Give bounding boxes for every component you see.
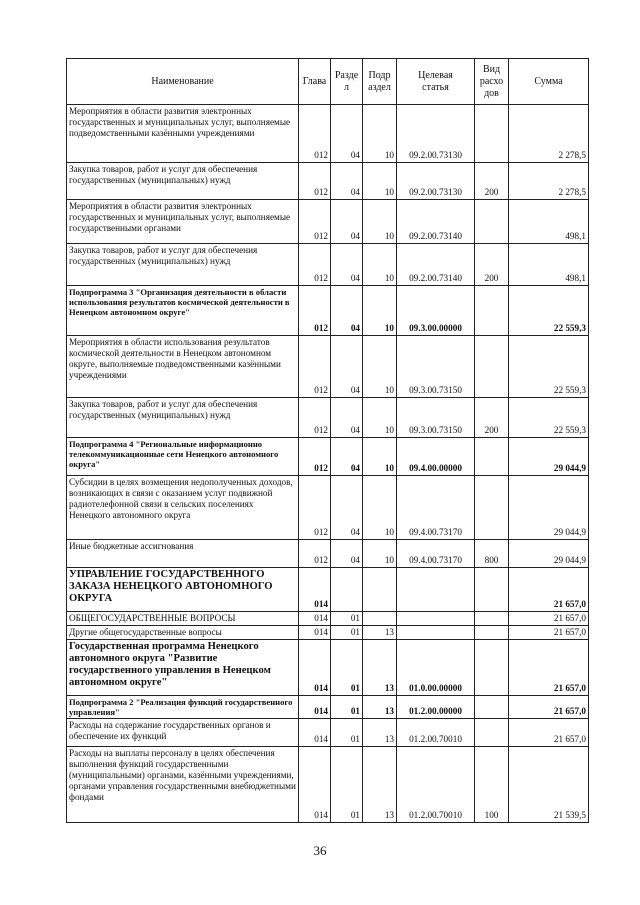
- cell-vid: [475, 612, 509, 626]
- header-glava: Глава: [299, 59, 331, 105]
- cell-statya: [397, 568, 475, 612]
- cell-vid: 800: [475, 540, 509, 568]
- cell-glava: 012: [299, 244, 331, 286]
- cell-razdel: 01: [331, 696, 363, 719]
- cell-glava: 012: [299, 438, 331, 476]
- cell-razdel: 01: [331, 612, 363, 626]
- cell-razdel: 04: [331, 540, 363, 568]
- cell-podrazdel: 13: [363, 626, 397, 640]
- cell-razdel: 01: [331, 640, 363, 696]
- cell-name: Подпрограмма 3 "Организация деятельности в области использования результатов космической деятельности в Ненецком автономном округе": [67, 286, 299, 336]
- cell-summa: 21 539,5: [509, 747, 589, 823]
- cell-name: Подпрограмма 4 "Региональные информационно телекоммуникационные сети Ненецкого автономного округа": [67, 438, 299, 476]
- cell-glava: 012: [299, 200, 331, 244]
- table-row: [67, 105, 589, 163]
- table-row: [67, 336, 589, 398]
- cell-summa: 21 657,0: [509, 640, 589, 696]
- header-statya: Целевая статья: [397, 59, 475, 105]
- cell-razdel: 04: [331, 398, 363, 438]
- table-row: [67, 163, 589, 200]
- cell-name: Расходы на выплаты персоналу в целях обеспечения выполнения функций государственными (муниципальными) органами, казёнными учреждениями, органами управления государственными внебюджетными фондами: [67, 747, 299, 823]
- cell-razdel: 04: [331, 244, 363, 286]
- cell-name: УПРАВЛЕНИЕ ГОСУДАРСТВЕННОГО ЗАКАЗА НЕНЕЦКОГО АВТОНОМНОГО ОКРУГА: [67, 568, 299, 612]
- cell-name: Другие общегосударственные вопросы: [67, 626, 299, 640]
- cell-summa: 21 657,0: [509, 696, 589, 719]
- cell-statya: 09.2.00.73130: [397, 163, 475, 200]
- cell-summa: 2 278,5: [509, 105, 589, 163]
- cell-razdel: 01: [331, 626, 363, 640]
- cell-statya: 09.3.00.73150: [397, 398, 475, 438]
- cell-summa: 22 559,3: [509, 286, 589, 336]
- cell-statya: 01.2.00.70010: [397, 719, 475, 747]
- cell-razdel: 04: [331, 105, 363, 163]
- table-header-row: [67, 59, 589, 105]
- cell-podrazdel: 10: [363, 476, 397, 540]
- header-vid: Вид расхо дов: [475, 59, 509, 105]
- cell-podrazdel: [363, 568, 397, 612]
- cell-name: Мероприятия в области развития электронных государственных и муниципальных услуг, выполняемые государственными органами: [67, 200, 299, 244]
- table-row: [67, 398, 589, 438]
- cell-vid: 200: [475, 244, 509, 286]
- cell-vid: [475, 438, 509, 476]
- cell-razdel: [331, 568, 363, 612]
- cell-summa: 22 559,3: [509, 398, 589, 438]
- cell-statya: 09.2.00.73140: [397, 244, 475, 286]
- cell-statya: 09.4.00.00000: [397, 438, 475, 476]
- cell-glava: 014: [299, 626, 331, 640]
- cell-summa: 29 044,9: [509, 540, 589, 568]
- cell-statya: 09.2.00.73130: [397, 105, 475, 163]
- cell-vid: [475, 286, 509, 336]
- cell-glava: 014: [299, 719, 331, 747]
- cell-vid: [475, 476, 509, 540]
- cell-statya: 09.3.00.00000: [397, 286, 475, 336]
- cell-name: Закупка товаров, работ и услуг для обеспечения государственных (муниципальных) нужд: [67, 398, 299, 438]
- cell-summa: 21 657,0: [509, 568, 589, 612]
- cell-glava: 014: [299, 640, 331, 696]
- cell-razdel: 01: [331, 747, 363, 823]
- cell-summa: 21 657,0: [509, 612, 589, 626]
- cell-summa: 29 044,9: [509, 476, 589, 540]
- table-body: [67, 105, 589, 823]
- cell-podrazdel: 10: [363, 286, 397, 336]
- table-row: [67, 696, 589, 719]
- cell-statya: 01.0.00.00000: [397, 640, 475, 696]
- cell-statya: 09.2.00.73140: [397, 200, 475, 244]
- cell-summa: 21 657,0: [509, 626, 589, 640]
- cell-podrazdel: 10: [363, 105, 397, 163]
- table-row: [67, 612, 589, 626]
- cell-podrazdel: 10: [363, 540, 397, 568]
- cell-glava: 014: [299, 747, 331, 823]
- cell-razdel: 01: [331, 719, 363, 747]
- cell-summa: 21 657,0: [509, 719, 589, 747]
- cell-razdel: 04: [331, 286, 363, 336]
- cell-razdel: 04: [331, 438, 363, 476]
- cell-statya: 09.3.00.73150: [397, 336, 475, 398]
- budget-table: [66, 58, 589, 823]
- table-row: [67, 476, 589, 540]
- cell-summa: 22 559,3: [509, 336, 589, 398]
- table-row: [67, 640, 589, 696]
- table-row: [67, 244, 589, 286]
- cell-podrazdel: [363, 612, 397, 626]
- table-row: [67, 568, 589, 612]
- cell-name: Государственная программа Ненецкого автономного округа "Развитие государственного управления в Ненецком автономном округе": [67, 640, 299, 696]
- cell-podrazdel: 13: [363, 696, 397, 719]
- cell-podrazdel: 10: [363, 438, 397, 476]
- cell-glava: 012: [299, 163, 331, 200]
- cell-summa: 498,1: [509, 244, 589, 286]
- cell-name: ОБЩЕГОСУДАРСТВЕННЫЕ ВОПРОСЫ: [67, 612, 299, 626]
- cell-glava: 014: [299, 568, 331, 612]
- page-number: 36: [313, 843, 327, 858]
- cell-vid: [475, 336, 509, 398]
- cell-vid: 100: [475, 747, 509, 823]
- cell-name: Расходы на содержание государственных органов и обеспечение их функций: [67, 719, 299, 747]
- cell-vid: 200: [475, 163, 509, 200]
- cell-name: Субсидии в целях возмещения недополученных доходов, возникающих в связи с оказанием услуг подвижной радиотелефонной связи в сельских поселениях Ненецкого автономного округа: [67, 476, 299, 540]
- cell-summa: 498,1: [509, 200, 589, 244]
- cell-name: Закупка товаров, работ и услуг для обеспечения государственных (муниципальных) нужд: [67, 244, 299, 286]
- cell-statya: [397, 612, 475, 626]
- cell-podrazdel: 10: [363, 398, 397, 438]
- cell-razdel: 04: [331, 476, 363, 540]
- cell-glava: 012: [299, 398, 331, 438]
- cell-name: Мероприятия в области использования результатов космической деятельности в Ненецком автономном округе, выполняемые подведомственными казёнными учреждениями: [67, 336, 299, 398]
- cell-razdel: 04: [331, 163, 363, 200]
- cell-summa: 2 278,5: [509, 163, 589, 200]
- cell-vid: [475, 568, 509, 612]
- cell-name: Подпрограмма 2 "Реализация функций государственного управления": [67, 696, 299, 719]
- cell-glava: 012: [299, 286, 331, 336]
- header-podrazdel: Подр аздел: [363, 59, 397, 105]
- table-row: [67, 719, 589, 747]
- cell-podrazdel: 13: [363, 640, 397, 696]
- header-name: Наименование: [67, 59, 299, 105]
- table-row: [67, 286, 589, 336]
- table-row: [67, 747, 589, 823]
- table-row: [67, 540, 589, 568]
- cell-glava: 012: [299, 540, 331, 568]
- header-razdel: Разде л: [331, 59, 363, 105]
- cell-vid: [475, 696, 509, 719]
- cell-vid: [475, 200, 509, 244]
- cell-summa: 29 044,9: [509, 438, 589, 476]
- cell-razdel: 04: [331, 200, 363, 244]
- cell-podrazdel: 10: [363, 200, 397, 244]
- cell-glava: 014: [299, 612, 331, 626]
- table-row: [67, 626, 589, 640]
- cell-glava: 012: [299, 105, 331, 163]
- cell-vid: [475, 719, 509, 747]
- cell-podrazdel: 10: [363, 163, 397, 200]
- cell-statya: 01.2.00.00000: [397, 696, 475, 719]
- cell-glava: 012: [299, 476, 331, 540]
- cell-statya: [397, 626, 475, 640]
- cell-podrazdel: 13: [363, 719, 397, 747]
- cell-name: Мероприятия в области развития электронных государственных и муниципальных услуг, выполняемые подведомственными казёнными учреждениями: [67, 105, 299, 163]
- header-summa: Сумма: [509, 59, 589, 105]
- cell-podrazdel: 10: [363, 336, 397, 398]
- cell-statya: 09.4.00.73170: [397, 476, 475, 540]
- table-row: [67, 438, 589, 476]
- cell-statya: 01.2.00.70010: [397, 747, 475, 823]
- cell-vid: [475, 105, 509, 163]
- cell-vid: [475, 640, 509, 696]
- cell-glava: 012: [299, 336, 331, 398]
- cell-podrazdel: 13: [363, 747, 397, 823]
- table-row: [67, 200, 589, 244]
- cell-podrazdel: 10: [363, 244, 397, 286]
- cell-glava: 014: [299, 696, 331, 719]
- cell-statya: 09.4.00.73170: [397, 540, 475, 568]
- cell-vid: [475, 626, 509, 640]
- cell-name: Закупка товаров, работ и услуг для обеспечения государственных (муниципальных) нужд: [67, 163, 299, 200]
- cell-vid: 200: [475, 398, 509, 438]
- cell-razdel: 04: [331, 336, 363, 398]
- cell-name: Иные бюджетные ассигнования: [67, 540, 299, 568]
